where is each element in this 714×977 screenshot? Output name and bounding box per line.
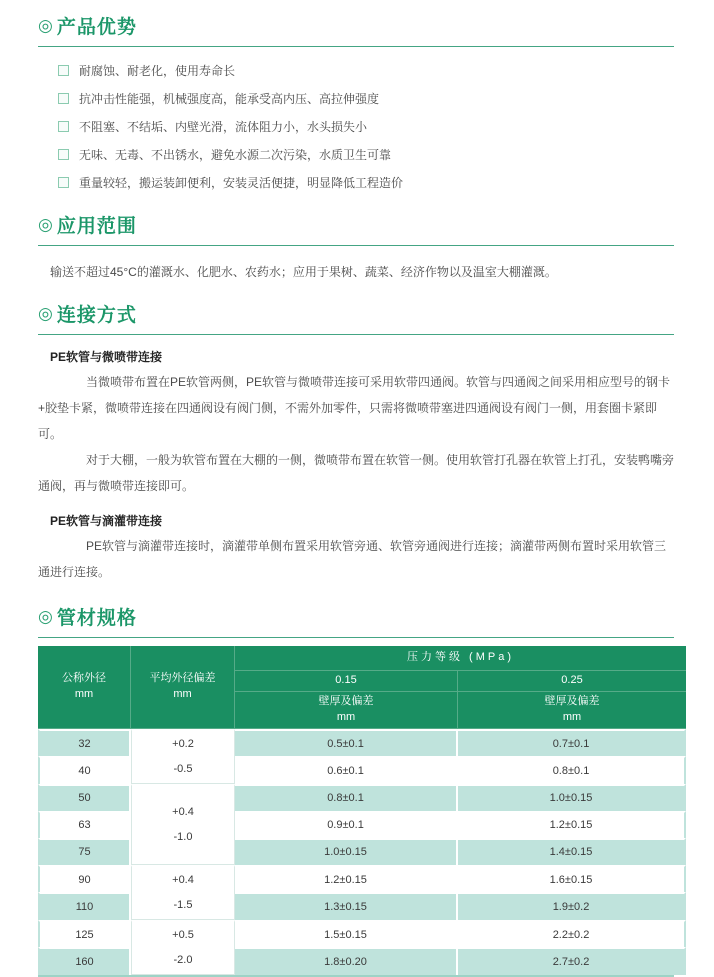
deviation-cell: +0.2 -0.5 (131, 729, 235, 784)
table-row (38, 865, 686, 893)
checkbox-icon (58, 65, 69, 76)
list-item (58, 174, 674, 191)
wall-cell: 1.2±0.15 (458, 811, 686, 838)
header-pressure-015: 0.15 (235, 671, 458, 692)
wall-cell: 1.2±0.15 (235, 865, 458, 893)
checkbox-icon (58, 121, 69, 132)
od-cell: 160 (38, 947, 131, 975)
wall-cell: 0.7±0.1 (458, 729, 686, 757)
wall-cell: 1.3±0.15 (235, 892, 458, 920)
header-deviation: 平均外径偏差 mm (131, 646, 235, 729)
od-cell: 32 (38, 729, 131, 757)
section-title-specs (38, 603, 674, 638)
spec-table-wrapper (38, 646, 674, 977)
deviation-cell: +0.4 -1.5 (131, 865, 235, 920)
wall-cell: 1.4±0.15 (458, 838, 686, 865)
connection-subhead-drip: PE软管与滴灌带连接 (50, 514, 163, 528)
section-bullet-icon: ◎ (38, 16, 54, 35)
section-title-application (38, 211, 674, 246)
table-row (38, 729, 686, 757)
checkbox-icon (58, 93, 69, 104)
list-item (58, 90, 674, 107)
od-cell: 110 (38, 892, 131, 920)
section-title-advantages (38, 12, 674, 47)
application-text: 输送不超过45°C的灌溉水、化肥水、农药水；应用于果树、蔬菜、经济作物以及温室大棚灌溉。 (50, 265, 557, 279)
advantages-list (58, 62, 674, 191)
od-cell: 75 (38, 838, 131, 865)
wall-cell: 1.9±0.2 (458, 892, 686, 920)
section-title-connection (38, 300, 674, 335)
pipe-spec-table (38, 646, 686, 975)
wall-cell: 1.6±0.15 (458, 865, 686, 893)
section-bullet-icon: ◎ (38, 304, 54, 323)
od-cell: 63 (38, 811, 131, 838)
wall-cell: 0.8±0.1 (235, 784, 458, 811)
advantage-text: 抗冲击性能强，机械强度高，能承受高内压、高拉伸强度 (79, 92, 380, 106)
header-pressure-class: 压力等级 (MPa) (235, 646, 686, 671)
connection-paragraph: 当微喷带布置在PE软管两侧，PE软管与微喷带连接可采用软带四通阀。软管与四通阀之间采用相应型号的钢卡+胶垫卡紧，微喷带连接在四通阀设有阀门侧，不需外加零件，只需将微喷带塞进四通阀设有阀门一侧，用套圈卡紧即可。 (38, 375, 671, 441)
wall-cell: 0.5±0.1 (235, 729, 458, 757)
section-title-text: 应用范围 (56, 216, 137, 237)
header-wall-thickness: 壁厚及偏差 mm (458, 692, 686, 729)
header-pressure-025: 0.25 (458, 671, 686, 692)
wall-cell: 1.8±0.20 (235, 947, 458, 975)
header-od: 公称外径 mm (38, 646, 131, 729)
section-bullet-icon: ◎ (38, 215, 54, 234)
section-title-text: 产品优势 (56, 17, 137, 38)
od-cell: 90 (38, 865, 131, 893)
advantage-text: 重量较轻，搬运装卸便利，安装灵活便捷，明显降低工程造价 (79, 176, 404, 190)
wall-cell: 0.9±0.1 (235, 811, 458, 838)
list-item (58, 146, 674, 163)
wall-cell: 1.0±0.15 (458, 784, 686, 811)
od-cell: 125 (38, 920, 131, 948)
section-bullet-icon: ◎ (38, 607, 54, 626)
header-wall-thickness: 壁厚及偏差 mm (235, 692, 458, 729)
section-title-text: 连接方式 (56, 305, 137, 326)
connection-paragraph: PE软管与滴灌带连接时，滴灌带单侧布置采用软管旁通、软管旁通阀进行连接；滴灌带两侧布置时采用软管三通进行连接。 (38, 539, 667, 579)
wall-cell: 2.2±0.2 (458, 920, 686, 948)
wall-cell: 0.6±0.1 (235, 756, 458, 784)
deviation-cell: +0.5 -2.0 (131, 920, 235, 975)
wall-cell: 1.0±0.15 (235, 838, 458, 865)
wall-cell: 0.8±0.1 (458, 756, 686, 784)
wall-cell: 1.5±0.15 (235, 920, 458, 948)
advantage-text: 不阻塞、不结垢、内壁光滑，流体阻力小，水头损失小 (79, 120, 368, 134)
advantage-text: 无味、无毒、不出锈水，避免水源二次污染，水质卫生可靠 (79, 148, 392, 162)
section-title-text: 管材规格 (56, 608, 137, 629)
od-cell: 50 (38, 784, 131, 811)
connection-paragraph: 对于大棚，一般为软管布置在大棚的一侧，微喷带布置在软管一侧。使用软管打孔器在软管上打孔，安装鸭嘴旁通阀，再与微喷带连接即可。 (38, 453, 675, 493)
table-row (38, 784, 686, 811)
advantage-text: 耐腐蚀、耐老化，使用寿命长 (79, 64, 236, 78)
wall-cell: 2.7±0.2 (458, 947, 686, 975)
od-cell: 40 (38, 756, 131, 784)
list-item (58, 118, 674, 135)
list-item (58, 62, 674, 79)
checkbox-icon (58, 149, 69, 160)
table-row (38, 920, 686, 948)
deviation-cell: +0.4 -1.0 (131, 784, 235, 865)
checkbox-icon (58, 177, 69, 188)
connection-subhead-spray: PE软管与微喷带连接 (50, 350, 163, 364)
